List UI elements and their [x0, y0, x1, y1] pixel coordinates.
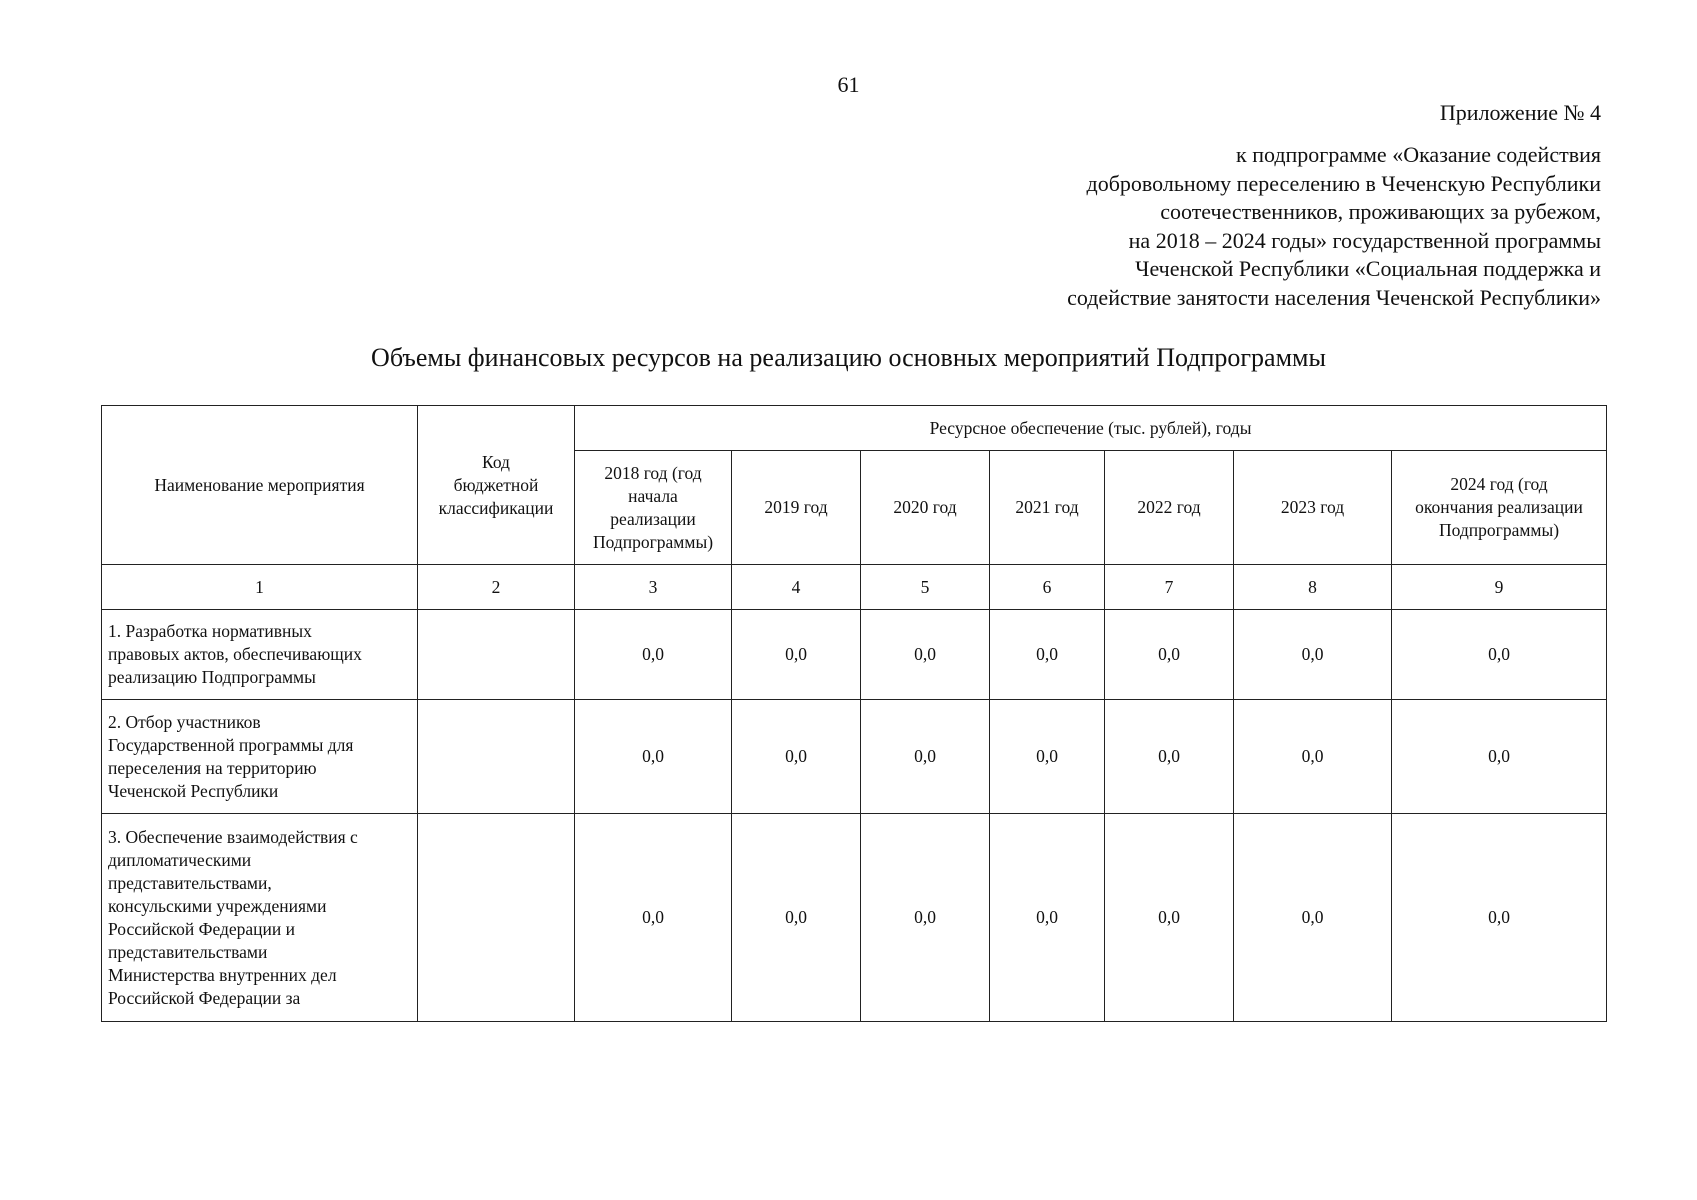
column-number-row	[102, 565, 1607, 610]
row-value-cell: 0,0	[732, 700, 861, 814]
row-name-line: Чеченской Республики	[108, 780, 279, 801]
header-year-line: окончания реализации	[1415, 497, 1583, 517]
row-value-cell: 0,0	[861, 610, 990, 700]
column-number: 1	[102, 565, 418, 610]
header-year-2022: 2022 год	[1105, 451, 1234, 565]
row-name-cell	[102, 610, 418, 700]
column-number: 7	[1105, 565, 1234, 610]
row-code-cell	[418, 814, 575, 1022]
row-name-line: Государственной программы для	[108, 734, 354, 755]
row-value-cell: 0,0	[990, 814, 1105, 1022]
header-year-line: Подпрограммы)	[1438, 520, 1560, 540]
header-year-2018	[575, 451, 732, 565]
row-value-cell: 0,0	[861, 814, 990, 1022]
row-code-cell	[418, 610, 575, 700]
appendix-line: к подпрограмме «Оказание содействия	[1236, 142, 1601, 167]
row-value-cell: 0,0	[1392, 700, 1607, 814]
row-code-cell	[418, 700, 575, 814]
header-code-line: Код	[482, 451, 510, 472]
header-code-line: классификации	[438, 497, 554, 518]
row-name-line: Российской Федерации и	[108, 918, 296, 939]
appendix-line: соотечественников, проживающих за рубежом,	[1160, 199, 1601, 224]
row-name-line: Российской Федерации за	[108, 987, 301, 1008]
row-value-cell: 0,0	[1105, 610, 1234, 700]
financial-resources-table	[101, 405, 1607, 1022]
document-title: Объемы финансовых ресурсов на реализацию основных мероприятий Подпрограммы	[371, 343, 1326, 372]
row-value-cell: 0,0	[575, 814, 732, 1022]
row-value-cell: 0,0	[575, 700, 732, 814]
header-name-cell: Наименование мероприятия	[102, 406, 418, 565]
row-value-cell: 0,0	[1392, 610, 1607, 700]
row-name-line: консульскими учреждениями	[108, 895, 327, 916]
row-name-line: переселения на территорию	[108, 757, 317, 778]
row-value-cell: 0,0	[990, 700, 1105, 814]
header-year-line: Подпрограммы)	[592, 531, 714, 552]
row-name-line: Министерства внутренних дел	[108, 964, 337, 985]
row-value-cell: 0,0	[990, 610, 1105, 700]
appendix-line: добровольному переселению в Чеченскую Республики	[1086, 170, 1601, 196]
row-name-line: представительствами,	[108, 872, 272, 893]
row-value-cell: 0,0	[1392, 814, 1607, 1022]
row-name-line: представительствами	[108, 941, 268, 962]
header-year-line: 2018 год (год	[604, 462, 702, 483]
header-row-group	[102, 406, 1607, 451]
appendix-line: содействие занятости населения Чеченской Республики»	[1067, 284, 1601, 310]
row-value-cell: 0,0	[1105, 814, 1234, 1022]
row-name-line: дипломатическими	[108, 849, 252, 870]
column-number: 3	[575, 565, 732, 610]
table-row	[102, 610, 1607, 700]
row-name-line: правовых актов, обеспечивающих	[108, 644, 362, 664]
row-name-line: 3. Обеспечение взаимодействия с	[108, 826, 358, 847]
appendix-line: Чеченской Республики «Социальная поддержка и	[1135, 256, 1601, 281]
row-name-cell	[102, 700, 418, 814]
column-number: 8	[1234, 565, 1392, 610]
header-year-2020: 2020 год	[861, 451, 990, 565]
column-number: 6	[990, 565, 1105, 610]
appendix-line: на 2018 – 2024 годы» государственной программы	[1128, 227, 1601, 253]
header-year-2019: 2019 год	[732, 451, 861, 565]
column-number: 5	[861, 565, 990, 610]
page-number: 61	[837, 72, 860, 97]
header-code-cell	[418, 406, 575, 565]
row-name-cell	[102, 814, 418, 1022]
appendix-label: Приложение № 4	[1439, 100, 1601, 125]
row-value-cell: 0,0	[861, 700, 990, 814]
header-code-line: бюджетной	[453, 474, 539, 495]
column-number: 2	[418, 565, 575, 610]
row-name-line: реализацию Подпрограммы	[108, 667, 316, 687]
row-value-cell: 0,0	[732, 814, 861, 1022]
header-year-2021: 2021 год	[990, 451, 1105, 565]
row-value-cell: 0,0	[1234, 610, 1392, 700]
row-value-cell: 0,0	[575, 610, 732, 700]
row-value-cell: 0,0	[1234, 814, 1392, 1022]
row-value-cell: 0,0	[1234, 700, 1392, 814]
header-resources-group: Ресурсное обеспечение (тыс. рублей), годы	[575, 406, 1607, 451]
header-year-line: реализации	[610, 508, 696, 529]
header-year-line: начала	[628, 485, 678, 506]
row-name-line: 2. Отбор участников	[108, 711, 261, 732]
row-name-line: 1. Разработка нормативных	[108, 621, 312, 641]
header-year-2023: 2023 год	[1234, 451, 1392, 565]
row-value-cell: 0,0	[732, 610, 861, 700]
column-number: 4	[732, 565, 861, 610]
table-row	[102, 700, 1607, 814]
header-year-line: 2024 год (год	[1450, 474, 1548, 494]
header-year-2024	[1392, 451, 1607, 565]
column-number: 9	[1392, 565, 1607, 610]
appendix-description	[901, 141, 1601, 312]
row-value-cell: 0,0	[1105, 700, 1234, 814]
table-row	[102, 814, 1607, 1022]
